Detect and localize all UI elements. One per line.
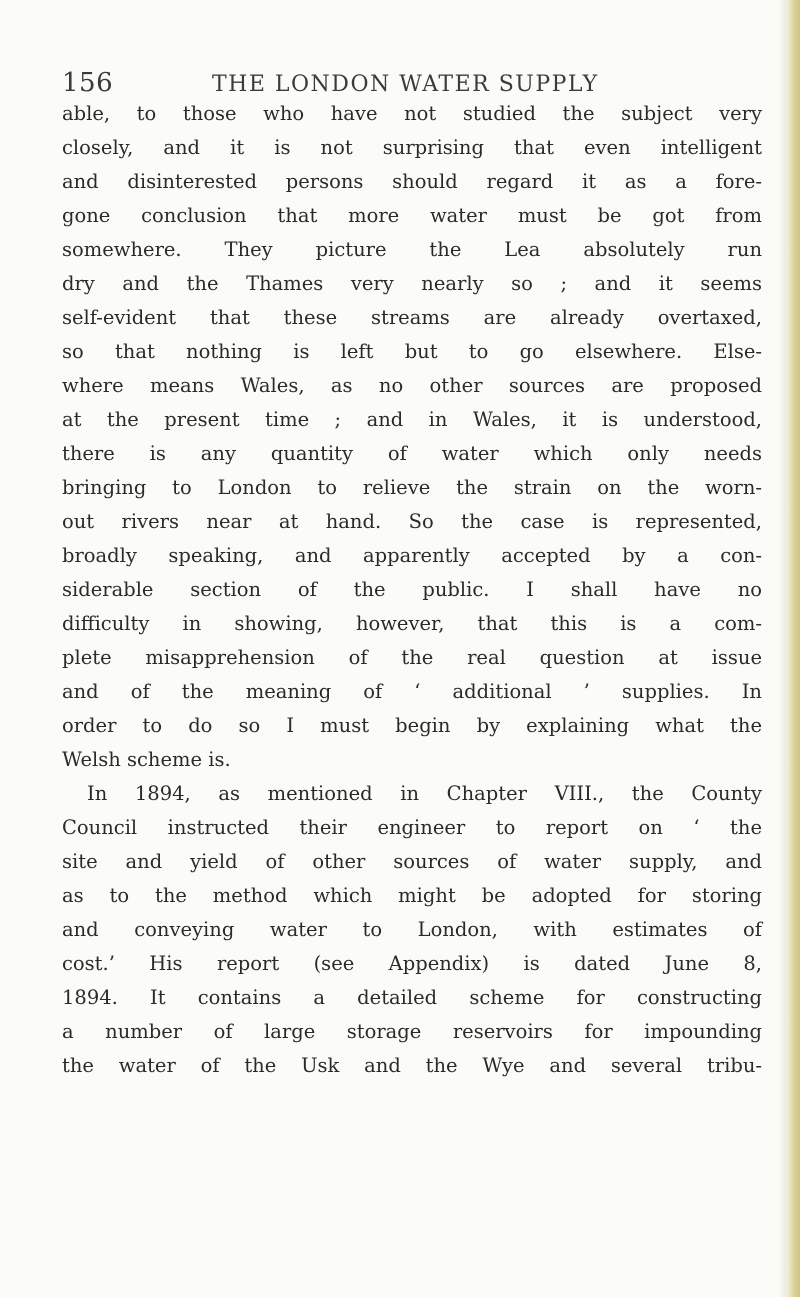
text-line: out rivers near at hand. So the case is represented, — [62, 510, 762, 533]
text-line: and disinterested persons should regard it as a fore- — [62, 170, 762, 193]
page-number: 156 — [62, 68, 114, 98]
text-line: dry and the Thames very nearly so ; and it seems — [62, 272, 762, 295]
text-line: there is any quantity of water which only needs — [62, 442, 762, 465]
running-head: THE LONDON WATER SUPPLY — [212, 72, 599, 97]
text-line: gone conclusion that more water must be got from — [62, 204, 762, 227]
text-line: where means Wales, as no other sources are proposed — [62, 374, 762, 397]
text-line: self-evident that these streams are already overtaxed, — [62, 306, 762, 329]
text-line: cost.’ His report (see Appendix) is dated June 8, — [62, 952, 762, 975]
text-line: somewhere. They picture the Lea absolutely run — [62, 238, 762, 261]
text-line: closely, and it is not surprising that even intelligent — [62, 136, 762, 159]
text-line: plete misapprehension of the real question at issue — [62, 646, 762, 669]
text-line: and of the meaning of ‘ additional ’ supplies. In — [62, 680, 762, 703]
text-line: Welsh scheme is. — [62, 748, 231, 771]
text-line: and conveying water to London, with estimates of — [62, 918, 762, 941]
text-line: so that nothing is left but to go elsewhere. Else- — [62, 340, 762, 363]
text-line: as to the method which might be adopted for storing — [62, 884, 762, 907]
text-line: a number of large storage reservoirs for impounding — [62, 1020, 762, 1043]
text-line: site and yield of other sources of water supply, and — [62, 850, 762, 873]
text-line: the water of the Usk and the Wye and several tribu- — [62, 1054, 762, 1077]
page-edge-shadow — [778, 0, 786, 1297]
paragraph-start-line: In 1894, as mentioned in Chapter VIII., the County — [87, 782, 762, 805]
text-line: 1894. It contains a detailed scheme for constructing — [62, 986, 762, 1009]
text-line: siderable section of the public. I shall have no — [62, 578, 762, 601]
body-text — [62, 97, 762, 1083]
text-line: bringing to London to relieve the strain on the worn- — [62, 476, 762, 499]
text-line: at the present time ; and in Wales, it is understood, — [62, 408, 762, 431]
text-line: difficulty in showing, however, that this is a com- — [62, 612, 762, 635]
text-line: Council instructed their engineer to report on ‘ the — [62, 816, 762, 839]
text-line: broadly speaking, and apparently accepted by a con- — [62, 544, 762, 567]
text-line: order to do so I must begin by explaining what the — [62, 714, 762, 737]
text-line: able, to those who have not studied the subject very — [62, 102, 762, 125]
page-edge — [786, 0, 800, 1297]
